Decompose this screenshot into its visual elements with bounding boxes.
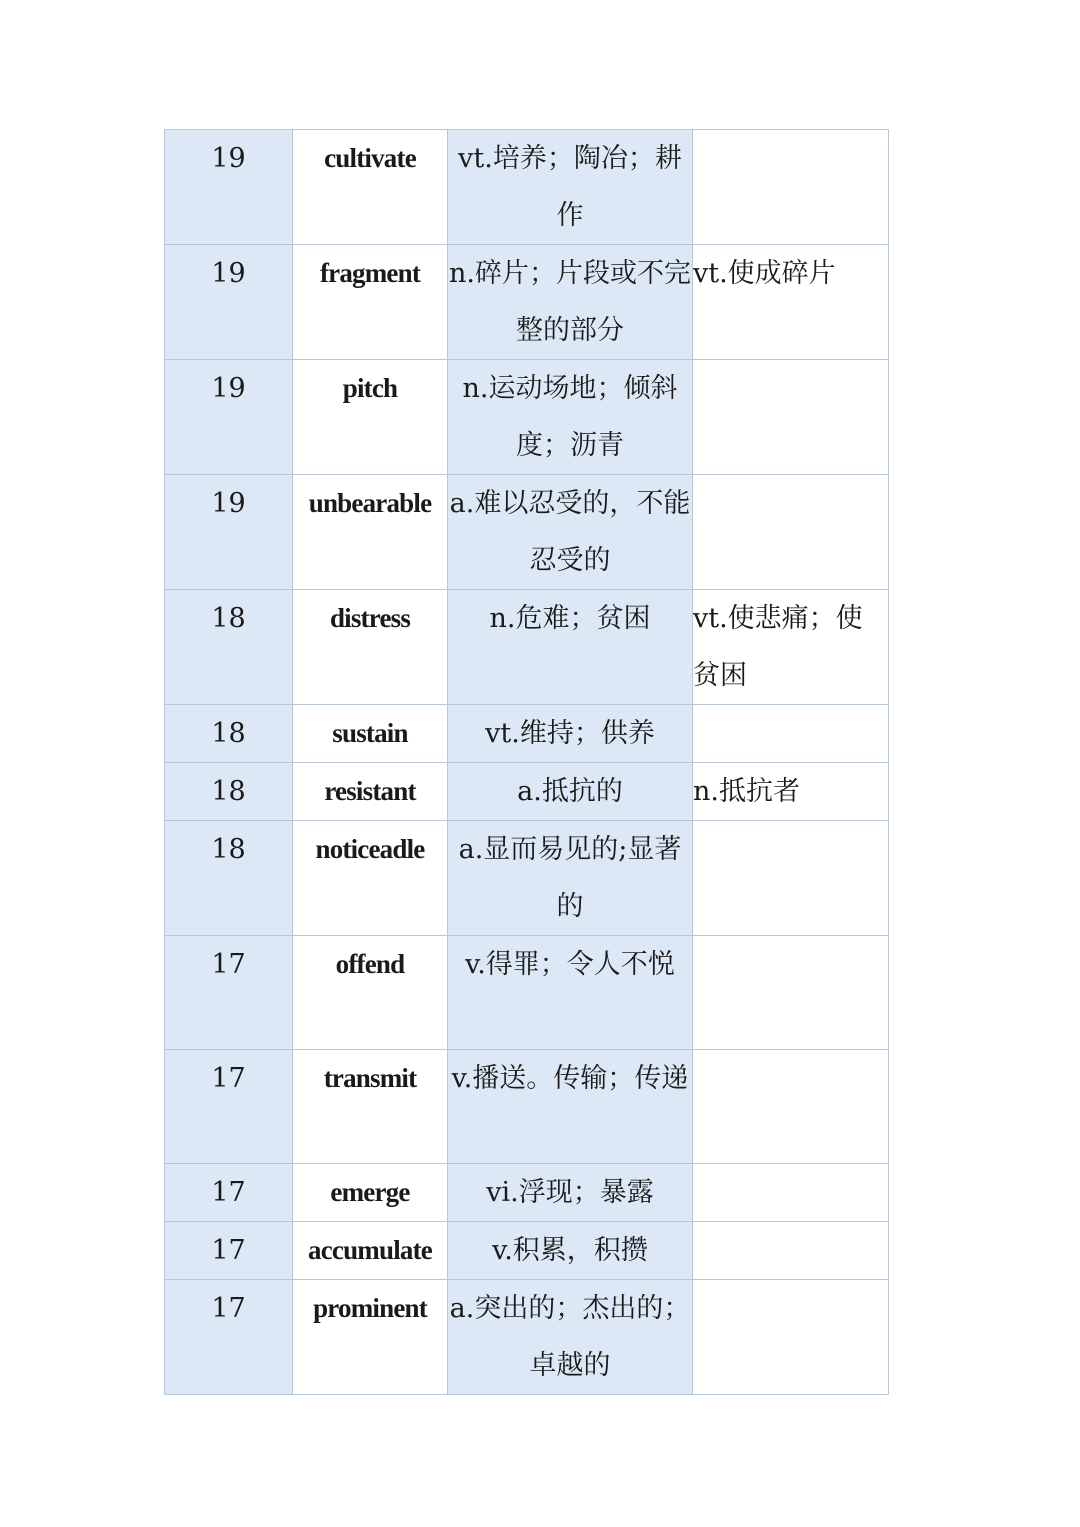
other-meaning-cell	[693, 360, 889, 475]
table-row	[165, 1050, 889, 1164]
word-cell: accumulate	[293, 1222, 448, 1280]
meaning-cell: vt.维持；供养	[448, 705, 693, 763]
frequency-cell: 18	[165, 705, 293, 763]
frequency-cell: 19	[165, 360, 293, 475]
word-cell: unbearable	[293, 475, 448, 590]
other-meaning-cell	[693, 1280, 889, 1395]
frequency-cell: 17	[165, 936, 293, 1050]
word-cell: transmit	[293, 1050, 448, 1164]
table-row	[165, 360, 889, 475]
table-row	[165, 705, 889, 763]
table-row	[165, 763, 889, 821]
table-row	[165, 936, 889, 1050]
frequency-cell: 19	[165, 130, 293, 245]
meaning-cell: vt.培养；陶冶；耕作	[448, 130, 693, 245]
word-cell: pitch	[293, 360, 448, 475]
table-row	[165, 1222, 889, 1280]
table-row	[165, 245, 889, 360]
word-cell: distress	[293, 590, 448, 705]
word-cell: emerge	[293, 1164, 448, 1222]
frequency-cell: 18	[165, 590, 293, 705]
word-cell: prominent	[293, 1280, 448, 1395]
other-meaning-cell	[693, 821, 889, 936]
other-meaning-cell	[693, 1164, 889, 1222]
frequency-cell: 17	[165, 1164, 293, 1222]
meaning-cell: n.运动场地；倾斜度；沥青	[448, 360, 693, 475]
frequency-cell: 17	[165, 1050, 293, 1164]
word-cell: cultivate	[293, 130, 448, 245]
frequency-cell: 19	[165, 475, 293, 590]
meaning-cell: v.积累，积攒	[448, 1222, 693, 1280]
word-cell: offend	[293, 936, 448, 1050]
meaning-cell: v.得罪；令人不悦	[448, 936, 693, 1050]
table-row	[165, 590, 889, 705]
frequency-cell: 18	[165, 821, 293, 936]
other-meaning-cell	[693, 1222, 889, 1280]
other-meaning-cell	[693, 475, 889, 590]
meaning-cell: v.播送。传输；传递	[448, 1050, 693, 1164]
word-cell: resistant	[293, 763, 448, 821]
word-cell: sustain	[293, 705, 448, 763]
other-meaning-cell: n.抵抗者	[693, 763, 889, 821]
word-cell: fragment	[293, 245, 448, 360]
table-row	[165, 1164, 889, 1222]
other-meaning-cell: vt.使成碎片	[693, 245, 889, 360]
meaning-cell: a.抵抗的	[448, 763, 693, 821]
frequency-cell: 18	[165, 763, 293, 821]
table-row	[165, 1280, 889, 1395]
other-meaning-cell	[693, 1050, 889, 1164]
other-meaning-cell	[693, 936, 889, 1050]
meaning-cell: n.危难；贫困	[448, 590, 693, 705]
other-meaning-cell: vt.使悲痛；使贫困	[693, 590, 889, 705]
frequency-cell: 19	[165, 245, 293, 360]
meaning-cell: a.突出的；杰出的；卓越的	[448, 1280, 693, 1395]
frequency-cell: 17	[165, 1280, 293, 1395]
table-row	[165, 130, 889, 245]
meaning-cell: a.难以忍受的，不能忍受的	[448, 475, 693, 590]
frequency-cell: 17	[165, 1222, 293, 1280]
table-row	[165, 821, 889, 936]
table-row	[165, 475, 889, 590]
meaning-cell: vi.浮现；暴露	[448, 1164, 693, 1222]
meaning-cell: a.显而易见的;显著的	[448, 821, 693, 936]
word-cell: noticeadle	[293, 821, 448, 936]
other-meaning-cell	[693, 705, 889, 763]
meaning-cell: n.碎片；片段或不完整的部分	[448, 245, 693, 360]
vocabulary-table	[164, 129, 889, 1395]
other-meaning-cell	[693, 130, 889, 245]
